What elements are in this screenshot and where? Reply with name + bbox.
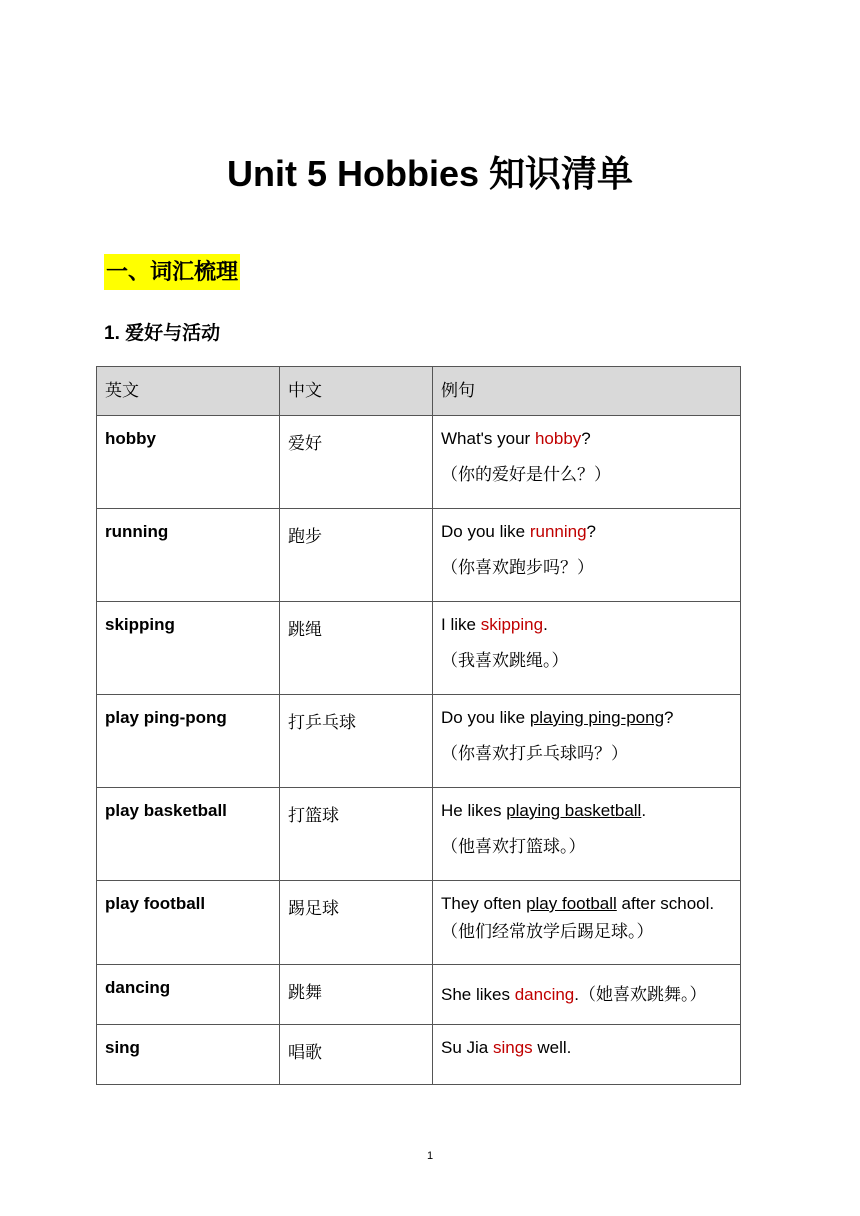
translation: （你喜欢跑步吗？）	[441, 558, 594, 577]
keyword: running	[529, 522, 587, 541]
table-row	[97, 602, 741, 695]
sentence-text: What's your	[441, 429, 535, 448]
sentence-text: They often	[441, 894, 527, 913]
sentence-text: She likes	[441, 984, 515, 1004]
table-header-row	[97, 367, 741, 416]
table-row	[97, 509, 741, 602]
page-number: 1	[426, 1150, 434, 1162]
english-word: sing	[97, 1025, 280, 1085]
example-sentence	[433, 509, 741, 602]
translation: （我喜欢跳绳。）	[441, 651, 569, 670]
table-row	[97, 695, 741, 788]
example-sentence	[433, 416, 741, 509]
keyword: playing basketball	[506, 801, 642, 820]
sentence-text: .	[574, 984, 579, 1004]
table-row	[97, 881, 741, 965]
keyword: dancing	[514, 984, 575, 1004]
table-row	[97, 1025, 741, 1085]
example-sentence	[433, 1025, 741, 1085]
keyword: sings	[492, 1038, 533, 1057]
chinese-meaning: 跑步	[280, 509, 433, 602]
keyword: playing ping-pong	[529, 708, 665, 727]
example-sentence	[433, 788, 741, 881]
english-word: skipping	[97, 602, 280, 695]
translation: （你的爱好是什么？）	[441, 465, 611, 484]
sentence-text: Su Jia	[441, 1038, 493, 1057]
sentence-text: .	[641, 801, 647, 820]
sentence-text: Do you like	[441, 522, 530, 541]
english-word: play football	[97, 881, 280, 965]
english-word: play ping-pong	[97, 695, 280, 788]
section-heading-vocabulary: 一、词汇梳理	[104, 254, 240, 290]
page-title: Unit 5 Hobbies 知识清单	[226, 153, 634, 194]
header-chinese: 中文	[280, 367, 433, 416]
header-example: 例句	[433, 367, 741, 416]
sentence-text: I like	[441, 615, 481, 634]
english-word: running	[97, 509, 280, 602]
chinese-meaning: 打篮球	[280, 788, 433, 881]
sentence-text: after school.	[616, 894, 715, 913]
sentence-text: well.	[532, 1038, 572, 1057]
header-english: 英文	[97, 367, 280, 416]
table-row	[97, 416, 741, 509]
keyword: hobby	[534, 429, 582, 448]
example-sentence	[433, 881, 741, 965]
keyword: play football	[526, 894, 617, 913]
example-sentence	[433, 695, 741, 788]
keyword: skipping	[480, 615, 544, 634]
subsection-heading-hobbies: 1. 爱好与活动	[104, 323, 221, 344]
vocabulary-table	[96, 366, 741, 1085]
english-word: hobby	[97, 416, 280, 509]
example-sentence	[433, 965, 741, 1025]
sentence-text: He likes	[441, 801, 507, 820]
chinese-meaning: 唱歌	[280, 1025, 433, 1085]
translation: （她喜欢跳舞。）	[579, 984, 707, 1004]
chinese-meaning: 爱好	[280, 416, 433, 509]
sentence-text: Do you like	[441, 708, 530, 727]
translation: （你喜欢打乒乓球吗？）	[441, 744, 628, 763]
sentence-text: ?	[581, 429, 591, 448]
table-row	[97, 788, 741, 881]
sentence-text: .	[543, 615, 548, 634]
chinese-meaning: 打乒乓球	[280, 695, 433, 788]
translation: （他喜欢打篮球。）	[441, 837, 586, 856]
sentence-text: ?	[586, 522, 597, 541]
table-row	[97, 965, 741, 1025]
english-word: dancing	[97, 965, 280, 1025]
sentence-text: ?	[664, 708, 674, 727]
example-sentence	[433, 602, 741, 695]
english-word: play basketball	[97, 788, 280, 881]
chinese-meaning: 踢足球	[280, 881, 433, 965]
chinese-meaning: 跳绳	[280, 602, 433, 695]
translation: （他们经常放学后踢足球。）	[441, 922, 654, 941]
chinese-meaning: 跳舞	[280, 965, 433, 1025]
